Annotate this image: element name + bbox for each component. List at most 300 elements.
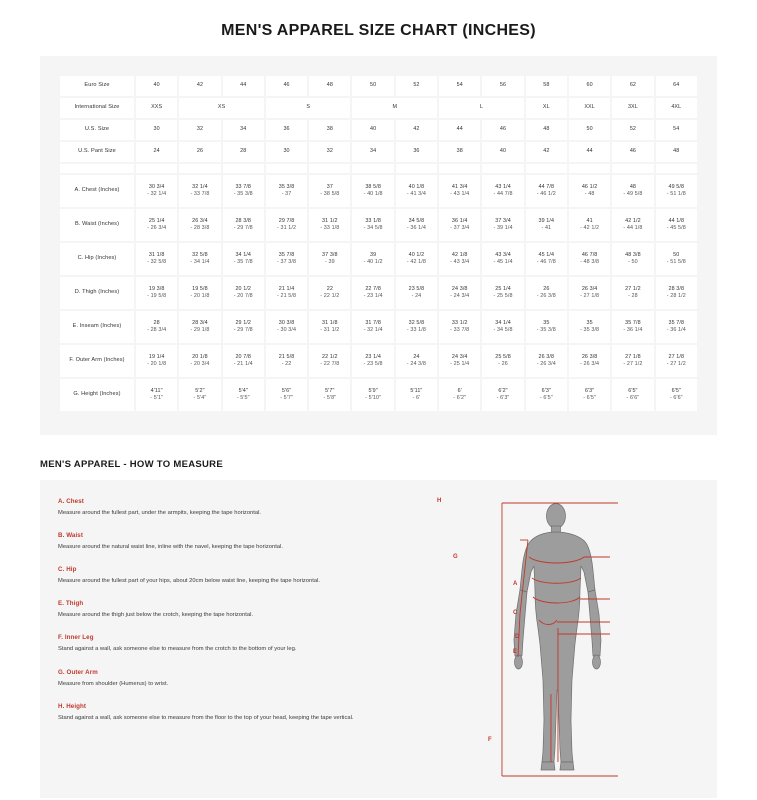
cell-value-max: - 25 1/4: [450, 361, 470, 367]
table-cell: XXS: [136, 98, 177, 118]
table-cell: [352, 277, 393, 309]
measure-instruction-desc: Measure from shoulder (Humerus) to wrist.: [58, 680, 169, 687]
cell-value-max: - 35 3/8: [580, 327, 600, 333]
cell-value-max: - 36 1/4: [666, 327, 686, 333]
cell-value-min: 42 1/2: [625, 217, 641, 224]
cell-value-min: 23 5/8: [408, 285, 425, 292]
cell-value-max: - 6'6": [626, 395, 640, 401]
row-header: F. Outer Arm (Inches): [60, 345, 134, 377]
table-cell: 60: [569, 76, 610, 96]
cell-value-max: - 46 1/2: [536, 191, 556, 197]
table-cell: 54: [656, 120, 697, 140]
cell-value-max: - 27 1/8: [580, 293, 600, 299]
cell-value-max: - 28 1/2: [666, 293, 686, 299]
cell-value-min: 43 1/4: [495, 183, 511, 190]
table-cell: [309, 345, 350, 377]
cell-value-max: - 29 7/8: [233, 327, 253, 333]
table-cell: [136, 277, 177, 309]
table-cell: [309, 243, 350, 275]
cell-value-max: - 43 1/4: [450, 191, 470, 197]
row-header: Euro Size: [60, 76, 134, 96]
cell-value-max: - 5'8": [323, 395, 337, 401]
table-cell: [223, 175, 264, 207]
measure-instruction-desc: Stand against a wall, ask someone else to measure from the floor to the top of your head, keeping the tape vertical.: [58, 714, 354, 721]
cell-value-min: 27 1/8: [668, 353, 685, 360]
cell-value-max: - 26 3/4: [147, 225, 167, 231]
table-cell: XL: [526, 98, 567, 118]
table-cell: [266, 175, 307, 207]
cell-value-min: 42 1/8: [451, 251, 468, 258]
table-cell: 34: [223, 120, 264, 140]
measure-instruction: [58, 532, 423, 551]
table-row: [60, 345, 697, 377]
cell-value-min: 25 5/8: [495, 353, 511, 360]
table-cell: [482, 243, 523, 275]
table-cell: [439, 209, 480, 241]
table-cell: [482, 345, 523, 377]
spacer-cell: [656, 164, 697, 173]
table-cell: 38: [309, 120, 350, 140]
cell-value-max: - 22: [281, 361, 292, 367]
table-cell: M: [352, 98, 437, 118]
table-cell: [223, 209, 264, 241]
table-spacer-row: [60, 164, 697, 173]
cell-value-max: - 36 1/4: [623, 327, 643, 333]
table-cell: [656, 277, 697, 309]
cell-value-max: - 39: [324, 259, 335, 265]
cell-value-min: 26 3/4: [192, 217, 208, 224]
cell-value-max: - 29 1/8: [190, 327, 210, 333]
cell-value-max: - 30 3/4: [276, 327, 297, 333]
row-header: B. Waist (Inches): [60, 209, 134, 241]
table-cell: 44: [439, 120, 480, 140]
body-diagram: [431, 494, 707, 784]
cell-value-max: - 51 5/8: [666, 259, 686, 265]
table-cell: [266, 209, 307, 241]
table-cell: 42: [526, 142, 567, 162]
table-cell: 36: [396, 142, 437, 162]
measure-instruction: [58, 634, 423, 653]
cell-value-min: 31 1/8: [148, 251, 165, 258]
table-cell: [612, 311, 653, 343]
table-cell: [136, 379, 177, 411]
cell-value-max: - 24 3/8: [406, 361, 426, 367]
table-cell: [569, 209, 610, 241]
figure-label-h: H: [437, 498, 442, 504]
page-title: MEN'S APPAREL SIZE CHART (INCHES): [221, 22, 536, 39]
cell-value-min: 6'2": [498, 387, 508, 394]
table-cell: [136, 311, 177, 343]
cell-value-max: - 24 3/4: [450, 293, 470, 299]
cell-value-max: - 51 1/8: [666, 191, 686, 197]
cell-value-min: 24: [413, 353, 420, 360]
table-row: [60, 379, 697, 411]
cell-value-min: 22 1/2: [322, 353, 338, 360]
table-cell: 32: [309, 142, 350, 162]
table-cell: 30: [136, 120, 177, 140]
measure-instruction-heading: A. Chest: [58, 498, 84, 505]
cell-value-min: 32 5/8: [192, 251, 208, 258]
row-header: U.S. Size: [60, 120, 134, 140]
cell-value-max: - 44 7/8: [493, 191, 513, 197]
cell-value-min: 31 1/8: [322, 319, 338, 326]
cell-value-max: - 22 1/2: [320, 293, 340, 299]
table-cell: 40: [136, 76, 177, 96]
cell-value-max: - 48 3/8: [580, 259, 600, 265]
row-header: U.S. Pant Size: [60, 142, 134, 162]
cell-value-max: - 5'7": [280, 395, 293, 401]
cell-value-min: 20 1/2: [235, 285, 252, 292]
cell-value-min: 35 7/8: [278, 251, 295, 258]
cell-value-max: - 6'3": [496, 395, 510, 401]
cell-value-min: 44 7/8: [538, 183, 555, 190]
cell-value-min: 35 7/8: [625, 319, 641, 326]
table-row: [60, 243, 697, 275]
cell-value-min: 27 1/2: [625, 285, 641, 292]
cell-value-min: 4'11": [150, 387, 163, 394]
cell-value-min: 31 7/8: [365, 319, 381, 326]
table-cell: 3XL: [612, 98, 653, 118]
table-cell: 32: [179, 120, 220, 140]
cell-value-max: - 6': [412, 395, 421, 401]
cell-value-min: 45 1/4: [538, 251, 555, 258]
cell-value-max: - 6'6": [669, 395, 683, 401]
table-cell: [656, 345, 697, 377]
cell-value-max: - 48: [584, 191, 595, 197]
cell-value-max: - 21 5/8: [276, 293, 297, 299]
cell-value-max: - 40 1/8: [363, 191, 383, 197]
cell-value-min: 19 1/4: [148, 353, 165, 360]
cell-value-min: 23 1/4: [365, 353, 381, 360]
table-cell: [352, 311, 393, 343]
cell-value-min: 26 3/8: [538, 353, 555, 360]
cell-value-min: 5'2": [195, 387, 205, 394]
measure-instruction-heading: G. Outer Arm: [58, 668, 98, 676]
table-cell: 42: [179, 76, 220, 96]
cell-value-min: 41: [586, 217, 593, 224]
cell-value-max: - 34 5/8: [493, 327, 513, 333]
table-cell: [482, 277, 523, 309]
table-cell: [482, 209, 523, 241]
spacer-cell: [223, 164, 264, 173]
table-cell: [352, 379, 393, 411]
cell-value-min: 29 7/8: [278, 217, 295, 224]
cell-value-min: 28 3/4: [192, 319, 208, 326]
table-cell: [223, 277, 264, 309]
cell-value-max: - 37 3/4: [450, 225, 470, 231]
measure-instruction: [58, 498, 423, 517]
cell-value-max: - 6'2": [453, 395, 467, 401]
table-cell: [526, 209, 567, 241]
cell-value-max: - 28: [628, 293, 638, 299]
cell-value-min: 20 7/8: [235, 353, 252, 360]
table-cell: [223, 311, 264, 343]
figure-label-g: G: [453, 554, 458, 560]
cell-value-min: 6'3": [541, 387, 551, 394]
table-row: [60, 142, 697, 162]
table-cell: 48: [309, 76, 350, 96]
measure-figure-container: [431, 494, 707, 784]
measure-instruction-heading: H. Height: [58, 702, 87, 710]
cell-value-min: 27 1/8: [625, 353, 641, 360]
row-header: C. Hip (Inches): [60, 243, 134, 275]
table-row: [60, 209, 697, 241]
measure-instructions-list: [50, 494, 431, 784]
cell-value-min: 34 1/4: [235, 251, 252, 258]
cell-value-min: 6'5": [671, 387, 681, 394]
cell-value-min: 6'3": [584, 387, 595, 394]
size-chart-table: [58, 74, 699, 413]
table-cell: [569, 379, 610, 411]
table-cell: [656, 311, 697, 343]
table-cell: [482, 311, 523, 343]
table-cell: XS: [179, 98, 264, 118]
table-cell: [526, 345, 567, 377]
table-cell: [526, 311, 567, 343]
table-cell: 46: [482, 120, 523, 140]
spacer-cell: [266, 164, 307, 173]
row-header: G. Height (Inches): [60, 379, 134, 411]
size-chart-panel: [40, 56, 717, 435]
table-cell: [612, 209, 653, 241]
spacer-cell: [569, 164, 610, 173]
cell-value-min: 28: [153, 319, 160, 326]
table-cell: [396, 277, 437, 309]
measure-instruction-heading: B. Waist: [58, 532, 83, 540]
cell-value-max: - 28 3/4: [147, 327, 167, 333]
row-header: International Size: [60, 98, 134, 118]
table-cell: [396, 175, 437, 207]
table-cell: [526, 277, 567, 309]
table-cell: [309, 209, 350, 241]
cell-value-max: - 34 1/4: [190, 259, 210, 265]
table-row: [60, 76, 697, 96]
table-cell: [352, 243, 393, 275]
table-cell: [266, 243, 307, 275]
cell-value-max: - 5'5": [236, 395, 250, 401]
measure-instruction-desc: Measure around the thigh just below the crotch, keeping the tape horizontal.: [58, 612, 253, 619]
cell-value-max: - 23 1/4: [363, 293, 383, 299]
table-cell: XXL: [569, 98, 610, 118]
table-cell: [352, 175, 393, 207]
table-cell: [179, 209, 220, 241]
cell-value-min: 21 1/4: [278, 285, 295, 292]
cell-value-min: 32 1/4: [192, 183, 208, 190]
table-cell: 62: [612, 76, 653, 96]
table-cell: 44: [223, 76, 264, 96]
cell-value-max: - 5'10": [365, 395, 382, 401]
table-cell: [656, 175, 697, 207]
measure-instruction-desc: Measure around the natural waist line, inline with the navel, keeping the tape horizontal.: [58, 544, 283, 551]
cell-value-max: - 31 1/2: [276, 225, 297, 231]
table-cell: [612, 277, 653, 309]
table-cell: [352, 209, 393, 241]
table-cell: 46: [612, 142, 653, 162]
cell-value-min: 41 3/4: [451, 183, 468, 190]
cell-value-min: 19 3/8: [148, 285, 165, 292]
cell-value-min: 35 3/8: [278, 183, 295, 190]
cell-value-max: - 26 3/4: [536, 361, 556, 367]
cell-value-max: - 43 3/4: [450, 259, 470, 265]
cell-value-min: 19 5/8: [192, 285, 208, 292]
measure-instruction-desc: Measure around the fullest part of your hips, about 20cm below waist line, keeping the tape horizontal.: [58, 578, 320, 585]
cell-value-min: 26 3/4: [581, 285, 598, 292]
cell-value-min: 46 1/2: [581, 183, 598, 190]
measure-instruction: [58, 566, 423, 585]
cell-value-min: 24 3/8: [451, 285, 468, 292]
table-cell: [482, 379, 523, 411]
cell-value-max: - 28 3/8: [190, 225, 210, 231]
table-cell: [569, 311, 610, 343]
table-cell: 40: [352, 120, 393, 140]
cell-value-max: - 24: [411, 293, 422, 299]
table-cell: [439, 175, 480, 207]
table-cell: 28: [223, 142, 264, 162]
cell-value-min: 39 1/4: [538, 217, 555, 224]
cell-value-min: 6': [457, 387, 462, 394]
cell-value-min: 30 3/8: [278, 319, 295, 326]
table-cell: [396, 345, 437, 377]
cell-value-max: - 34 5/8: [363, 225, 383, 231]
cell-value-max: - 5'4": [193, 395, 207, 401]
table-cell: [396, 209, 437, 241]
cell-value-max: - 26 3/8: [536, 293, 556, 299]
figure-label-c: C: [513, 610, 518, 616]
cell-value-min: 25 1/4: [148, 217, 165, 224]
table-cell: [612, 379, 653, 411]
table-cell: S: [266, 98, 351, 118]
table-cell: [266, 277, 307, 309]
cell-value-max: - 40 1/2: [363, 259, 383, 265]
cell-value-max: - 35 7/8: [233, 259, 253, 265]
table-cell: 46: [266, 76, 307, 96]
table-cell: 24: [136, 142, 177, 162]
table-cell: 36: [266, 120, 307, 140]
cell-value-max: - 39 1/4: [493, 225, 513, 231]
cell-value-min: 33 7/8: [235, 183, 252, 190]
table-cell: L: [439, 98, 524, 118]
cell-value-max: - 44 1/8: [623, 225, 643, 231]
table-cell: 64: [656, 76, 697, 96]
cell-value-max: - 41 3/4: [406, 191, 426, 197]
cell-value-max: - 23 5/8: [363, 361, 383, 367]
table-cell: 26: [179, 142, 220, 162]
table-cell: [309, 311, 350, 343]
figure-label-a: A: [513, 581, 518, 587]
spacer-cell: [482, 164, 523, 173]
measure-instruction-desc: Stand against a wall, ask someone else to measure from the crotch to the bottom of your leg.: [58, 646, 297, 653]
table-cell: [656, 379, 697, 411]
body-figure-svg: [431, 494, 707, 784]
cell-value-min: 40 1/8: [408, 183, 425, 190]
cell-value-max: - 22 7/8: [320, 361, 340, 367]
table-cell: 38: [439, 142, 480, 162]
table-cell: 48: [656, 142, 697, 162]
table-cell: [223, 345, 264, 377]
table-cell: [396, 243, 437, 275]
table-cell: 30: [266, 142, 307, 162]
how-to-measure-section: [40, 459, 717, 798]
cell-value-max: - 32 1/4: [363, 327, 383, 333]
cell-value-max: - 50: [628, 259, 638, 265]
cell-value-min: 22: [326, 285, 333, 292]
table-cell: 52: [396, 76, 437, 96]
cell-value-min: 38 5/8: [365, 183, 381, 190]
cell-value-min: 5'11": [410, 387, 423, 394]
table-cell: [179, 175, 220, 207]
spacer-cell: [526, 164, 567, 173]
cell-value-max: - 6'5": [583, 395, 597, 401]
table-cell: [136, 175, 177, 207]
table-cell: [569, 277, 610, 309]
table-cell: 50: [352, 76, 393, 96]
cell-value-min: 5'6": [281, 387, 292, 394]
table-cell: [439, 311, 480, 343]
cell-value-max: - 5'1": [150, 395, 164, 401]
table-cell: [439, 345, 480, 377]
cell-value-min: 46 7/8: [581, 251, 598, 258]
cell-value-min: 5'7": [325, 387, 335, 394]
cell-value-max: - 26: [498, 361, 508, 367]
cell-value-max: - 29 7/8: [233, 225, 253, 231]
table-cell: 4XL: [656, 98, 697, 118]
cell-value-min: 28 3/8: [235, 217, 252, 224]
table-cell: [396, 379, 437, 411]
table-cell: [656, 209, 697, 241]
table-cell: [179, 311, 220, 343]
table-cell: [352, 345, 393, 377]
table-cell: [309, 175, 350, 207]
cell-value-max: - 35 3/8: [233, 191, 253, 197]
cell-value-max: - 38 5/8: [320, 191, 340, 197]
cell-value-max: - 27 1/2: [623, 361, 643, 367]
table-cell: [526, 379, 567, 411]
cell-value-max: - 19 5/8: [147, 293, 167, 299]
figure-label-e: E: [513, 649, 518, 655]
measure-instruction: [58, 600, 423, 619]
table-cell: [612, 175, 653, 207]
table-cell: [439, 379, 480, 411]
spacer-cell: [60, 164, 134, 173]
cell-value-max: - 41: [541, 225, 552, 231]
table-cell: [482, 175, 523, 207]
table-cell: [266, 379, 307, 411]
how-to-measure-body: [40, 480, 717, 798]
row-header: E. Inseam (Inches): [60, 311, 134, 343]
row-header: A. Chest (Inches): [60, 175, 134, 207]
cell-value-min: 34 5/8: [408, 217, 425, 224]
table-row: [60, 175, 697, 207]
cell-value-min: 48 3/8: [625, 251, 641, 258]
row-header: D. Thigh (Inches): [60, 277, 134, 309]
cell-value-min: 39: [370, 251, 377, 258]
table-cell: 54: [439, 76, 480, 96]
cell-value-max: - 31 1/2: [320, 327, 340, 333]
cell-value-min: 30 3/4: [148, 183, 165, 190]
cell-value-max: - 20 1/8: [147, 361, 167, 367]
cell-value-max: - 49 5/8: [623, 191, 643, 197]
cell-value-min: 25 1/4: [495, 285, 511, 292]
cell-value-max: - 33 1/8: [320, 225, 340, 231]
table-row: [60, 277, 697, 309]
cell-value-min: 6'5": [628, 387, 638, 394]
table-cell: [223, 243, 264, 275]
cell-value-max: - 36 1/4: [406, 225, 426, 231]
cell-value-max: - 45 1/4: [493, 259, 513, 265]
cell-value-min: 32 5/8: [408, 319, 425, 326]
cell-value-min: 35 7/8: [668, 319, 685, 326]
cell-value-max: - 6'5": [539, 395, 553, 401]
